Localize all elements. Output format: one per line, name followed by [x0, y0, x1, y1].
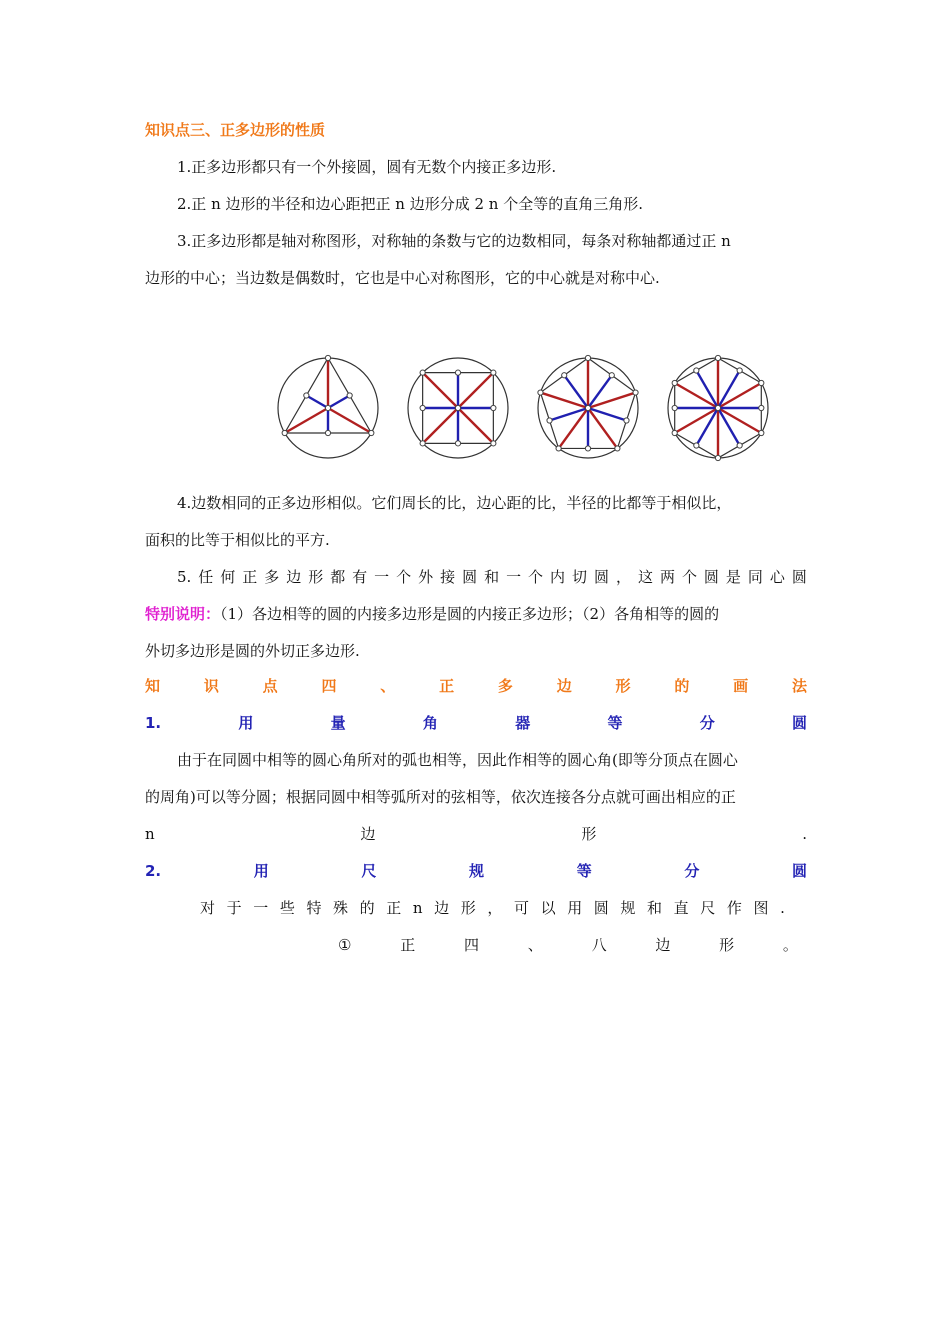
special-note-line2: 外切多边形是圆的外切正多边形.	[145, 642, 360, 660]
glyph: 接	[440, 568, 456, 586]
pentagon-radius	[588, 408, 617, 448]
square-midpoint	[420, 405, 425, 410]
glyph: 圆	[593, 899, 609, 917]
glyph: 等	[576, 862, 592, 880]
pentagon-vertex-point	[615, 446, 620, 451]
subsection-1-line3	[145, 824, 807, 844]
glyph: 切	[572, 568, 588, 586]
glyph: 直	[673, 899, 689, 917]
glyph: 都	[330, 568, 346, 586]
glyph: 边	[360, 825, 376, 843]
glyph: 分	[699, 714, 715, 732]
special-note-label: 特别说明：	[145, 605, 221, 623]
subsection-1-line2: 的周角)可以等分圆；根据同圆中相等弧所对的弦相等，依次连接各分点就可画出相应的正	[145, 788, 736, 806]
glyph: 2.	[145, 862, 162, 880]
glyph: n	[412, 899, 423, 917]
glyph: 知	[145, 677, 161, 695]
pentagon-midpoint	[562, 373, 567, 378]
glyph: 5.	[177, 568, 192, 586]
glyph: 何	[220, 568, 236, 586]
glyph: 形	[308, 568, 324, 586]
glyph: 图	[753, 899, 769, 917]
glyph: 角	[422, 714, 438, 732]
pentagon-vertex-point	[538, 390, 543, 395]
glyph: 些	[279, 899, 295, 917]
glyph: 圆	[462, 568, 478, 586]
glyph: 圆	[791, 862, 807, 880]
glyph: 圆	[791, 714, 807, 732]
property-1: 1.正多边形都只有一个外接圆，圆有无数个内接正多边形.	[177, 158, 557, 176]
square-radius	[423, 408, 458, 443]
glyph: 正	[400, 936, 416, 954]
glyph: 的	[674, 677, 690, 695]
glyph: 、	[527, 936, 543, 954]
triangle-midpoint	[304, 393, 309, 398]
glyph: 以	[540, 899, 556, 917]
glyph: 正	[439, 677, 455, 695]
hexagon-midpoint	[737, 368, 742, 373]
hexagon-center-point	[715, 405, 720, 410]
square-midpoint	[455, 441, 460, 446]
hexagon-midpoint	[694, 368, 699, 373]
triangle-vertex-point	[282, 430, 287, 435]
pentagon-radius	[540, 393, 588, 408]
glyph: 内	[550, 568, 566, 586]
pentagon-vertex-point	[585, 355, 590, 360]
triangle-center-point	[325, 405, 330, 410]
glyph: 和	[484, 568, 500, 586]
glyph: 尺	[361, 862, 377, 880]
glyph: 形	[460, 899, 476, 917]
section4-title	[145, 676, 807, 696]
glyph: 个	[528, 568, 544, 586]
glyph: 点	[262, 677, 278, 695]
glyph: 可	[513, 899, 529, 917]
glyph: 用	[253, 862, 269, 880]
pentagon-midpoint	[609, 373, 614, 378]
glyph: n	[145, 825, 155, 843]
glyph: 一	[374, 568, 390, 586]
property-3-line2: 边形的中心；当边数是偶数时，它也是中心对称图形，它的中心就是对称中心.	[145, 269, 660, 287]
glyph: 是	[725, 568, 741, 586]
glyph: 对	[200, 899, 216, 917]
glyph: 圆	[791, 568, 807, 586]
hexagon-midpoint	[694, 443, 699, 448]
pentagon-vertex-point	[633, 390, 638, 395]
special-note-text: （1）各边相等的圆的内接多边形是圆的内接正多边形；（2）各角相等的圆的	[220, 605, 720, 623]
special-note-line1	[145, 604, 807, 624]
section3-title: 知识点三、正多边形的性质	[145, 121, 326, 139]
subsection-2-line1	[200, 898, 785, 918]
square-midpoint	[491, 405, 496, 410]
glyph: 用	[238, 714, 254, 732]
glyph: 于	[226, 899, 242, 917]
glyph: 有	[352, 568, 368, 586]
glyph: 同	[747, 568, 763, 586]
hexagon-midpoint	[759, 405, 764, 410]
square-midpoint	[455, 370, 460, 375]
square-vertex-point	[420, 441, 425, 446]
property-2: 2.正 n 边形的半径和边心距把正 n 边形分成 2 n 个全等的直角三角形.	[177, 195, 643, 213]
glyph: 1.	[145, 714, 162, 732]
glyph: 法	[791, 677, 807, 695]
square-center-point	[455, 405, 460, 410]
glyph: .	[780, 899, 785, 917]
hexagon-midpoint	[737, 443, 742, 448]
glyph: 殊	[333, 899, 349, 917]
hexagon-vertex-point	[672, 430, 677, 435]
glyph: .	[802, 825, 807, 843]
glyph: 用	[567, 899, 583, 917]
glyph: 边	[655, 936, 671, 954]
hexagon-midpoint	[672, 405, 677, 410]
glyph: 分	[684, 862, 700, 880]
hexagon-vertex-point	[715, 355, 720, 360]
glyph: 两	[659, 568, 675, 586]
glyph: 多	[497, 677, 513, 695]
square-radius	[458, 408, 493, 443]
square-vertex-point	[420, 370, 425, 375]
triangle-radius	[328, 408, 371, 433]
glyph: 形	[719, 936, 735, 954]
property-4-line1: 4.边数相同的正多边形相似。它们周长的比，边心距的比，半径的比都等于相似比，	[177, 494, 732, 512]
glyph: 四	[321, 677, 337, 695]
glyph: ，	[487, 899, 503, 917]
pentagon-radius	[559, 408, 588, 448]
square-vertex-point	[491, 370, 496, 375]
glyph: 一	[506, 568, 522, 586]
property-5	[177, 567, 807, 587]
pentagon-vertex-point	[556, 446, 561, 451]
glyph: 正	[242, 568, 258, 586]
pentagon-midpoint	[585, 446, 590, 451]
triangle-apothem	[306, 396, 328, 409]
glyph: 外	[418, 568, 434, 586]
glyph: 边	[434, 899, 450, 917]
glyph: 圆	[703, 568, 719, 586]
hexagon-vertex-point	[759, 430, 764, 435]
glyph: 和	[647, 899, 663, 917]
glyph: 识	[203, 677, 219, 695]
glyph: 器	[515, 714, 531, 732]
pentagon-midpoint	[547, 418, 552, 423]
square-radius	[458, 373, 493, 408]
glyph: 尺	[700, 899, 716, 917]
glyph: 等	[607, 714, 623, 732]
glyph: 多	[264, 568, 280, 586]
glyph: 规	[620, 899, 636, 917]
glyph: 特	[306, 899, 322, 917]
subsection-2-line2	[338, 935, 798, 955]
glyph: 画	[733, 677, 749, 695]
glyph: 的	[359, 899, 375, 917]
glyph: 作	[726, 899, 742, 917]
triangle-vertex-point	[325, 355, 330, 360]
subsection-1-title	[145, 713, 807, 733]
pentagon-radius	[588, 393, 636, 408]
glyph: 这	[637, 568, 653, 586]
glyph: 形	[581, 825, 597, 843]
hexagon-vertex-point	[715, 455, 720, 460]
pentagon-midpoint	[624, 418, 629, 423]
hexagon-vertex-point	[759, 380, 764, 385]
triangle-apothem	[328, 396, 350, 409]
glyph: 八	[591, 936, 607, 954]
hexagon-vertex-point	[672, 380, 677, 385]
property-3-line1: 3.正多边形都是轴对称图形，对称轴的条数与它的边数相同，每条对称轴都通过正 n	[177, 232, 731, 250]
glyph: 心	[769, 568, 785, 586]
glyph: 边	[286, 568, 302, 586]
triangle-midpoint	[325, 430, 330, 435]
triangle-midpoint	[347, 393, 352, 398]
glyph: 四	[464, 936, 480, 954]
square-vertex-point	[491, 441, 496, 446]
glyph: 、	[380, 677, 396, 695]
glyph: 一	[253, 899, 269, 917]
glyph: 任	[198, 568, 214, 586]
triangle-radius	[285, 408, 328, 433]
glyph: 圆	[594, 568, 610, 586]
glyph: 。	[782, 936, 798, 954]
property-4-line2: 面积的比等于相似比的平方.	[145, 531, 330, 549]
triangle-vertex-point	[369, 430, 374, 435]
subsection-2-title	[145, 861, 807, 881]
square-radius	[423, 373, 458, 408]
glyph: 量	[330, 714, 346, 732]
pentagon-center-point	[585, 405, 590, 410]
glyph: ①	[338, 936, 352, 954]
glyph: 个	[681, 568, 697, 586]
glyph: 边	[556, 677, 572, 695]
glyph: ，	[615, 568, 631, 586]
subsection-1-line1: 由于在同圆中相等的圆心角所对的弧也相等，因此作相等的圆心角(即等分顶点在圆心	[177, 751, 738, 769]
glyph: 规	[469, 862, 485, 880]
glyph: 个	[396, 568, 412, 586]
regular-polygon-figures	[276, 350, 776, 465]
glyph: 形	[615, 677, 631, 695]
glyph: 正	[386, 899, 402, 917]
